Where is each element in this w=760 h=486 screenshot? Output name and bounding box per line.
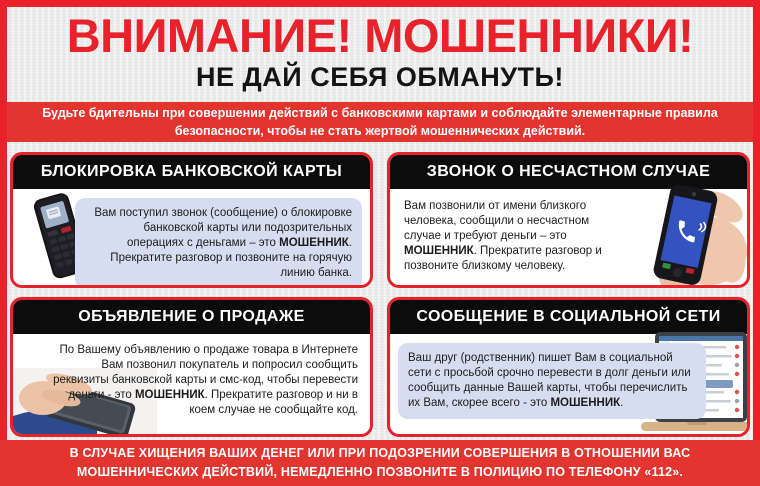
card-title: СООБЩЕНИЕ В СОЦИАЛЬНОЙ СЕТИ [390,300,747,334]
scammer-highlight: МОШЕННИК [404,244,474,257]
card-text-block [404,199,616,274]
card-sale-listing [10,297,373,437]
card-accident-call [387,152,750,288]
card-title: ЗВОНОК О НЕСЧАСТНОМ СЛУЧАЕ [390,155,747,189]
card-body [13,189,370,285]
scammer-highlight: МОШЕННИК [134,388,205,401]
card-text: Вам позвонили от имени близкого человека, сообщили о несчастном случае и требуют деньги – это [404,200,590,242]
card-text-after: . [620,396,624,409]
card-text-block [47,343,358,418]
page-title: ВНИМАНИЕ! МОШЕННИКИ! [66,8,694,62]
card-bank-card-blocking [10,152,373,288]
card-body [13,334,370,434]
card-title: ОБЪЯВЛЕНИЕ О ПРОДАЖЕ [13,300,370,334]
card-text: Вам поступил звонок (сообщение) о блокировке банковской карты или подозрительных операциях с деньгами – это [94,207,352,249]
intro-banner: Будьте бдительны при совершении действий с банковскими картами и соблюдайте элементарные правила безопасности, чтобы не стать жертвой мошеннических действий. [7,102,753,142]
card-body [390,334,747,434]
card-title: БЛОКИРОВКА БАНКОВСКОЙ КАРТЫ [13,155,370,189]
card-body [390,189,747,285]
card-text-after: . Прекратите разговор и позвоните близкому человеку. [404,244,602,272]
card-social-network-message [387,297,750,437]
card-text: По Вашему объявлению о продаже товара в Интернете Вам позвонил покупатель и попросил сообщить реквизиты банковской карты и смс-код, чтобы перевести деньги - это [53,344,358,401]
card-text: Ваш друг (родственник) пишет Вам в социальной сети с просьбой срочно перевести в долг деньги или сообщить данные Вашей карты, чтобы перечислить их Вам, скорее всего - это [408,352,691,409]
speech-bubble [75,198,362,288]
scammer-highlight: МОШЕННИК [550,396,621,409]
page-subtitle: НЕ ДАЙ СЕБЯ ОБМАНУТЬ! [196,61,564,92]
speech-bubble [398,343,706,419]
card-text-after: . Прекратите разговор и ни в коем случае не сообщайте код. [189,388,358,416]
hand-smartphone-call-image [625,185,750,288]
scammer-highlight: МОШЕННИК [279,236,349,249]
card-text-after: . Прекратите разговор и позвоните на горячую линию банка. [110,236,352,279]
footer-banner: В СЛУЧАЕ ХИЩЕНИЯ ВАШИХ ДЕНЕГ ИЛИ ПРИ ПОДОЗРЕНИИ СОВЕРШЕНИЯ В ОТНОШЕНИИ ВАС МОШЕННИЧЕСКИХ ДЕЙСТВИЙ, НЕМЕДЛЕННО ПОЗВОНИТЕ В ПОЛИЦИЮ ПО ТЕЛЕФОНУ «112». [0,440,760,486]
